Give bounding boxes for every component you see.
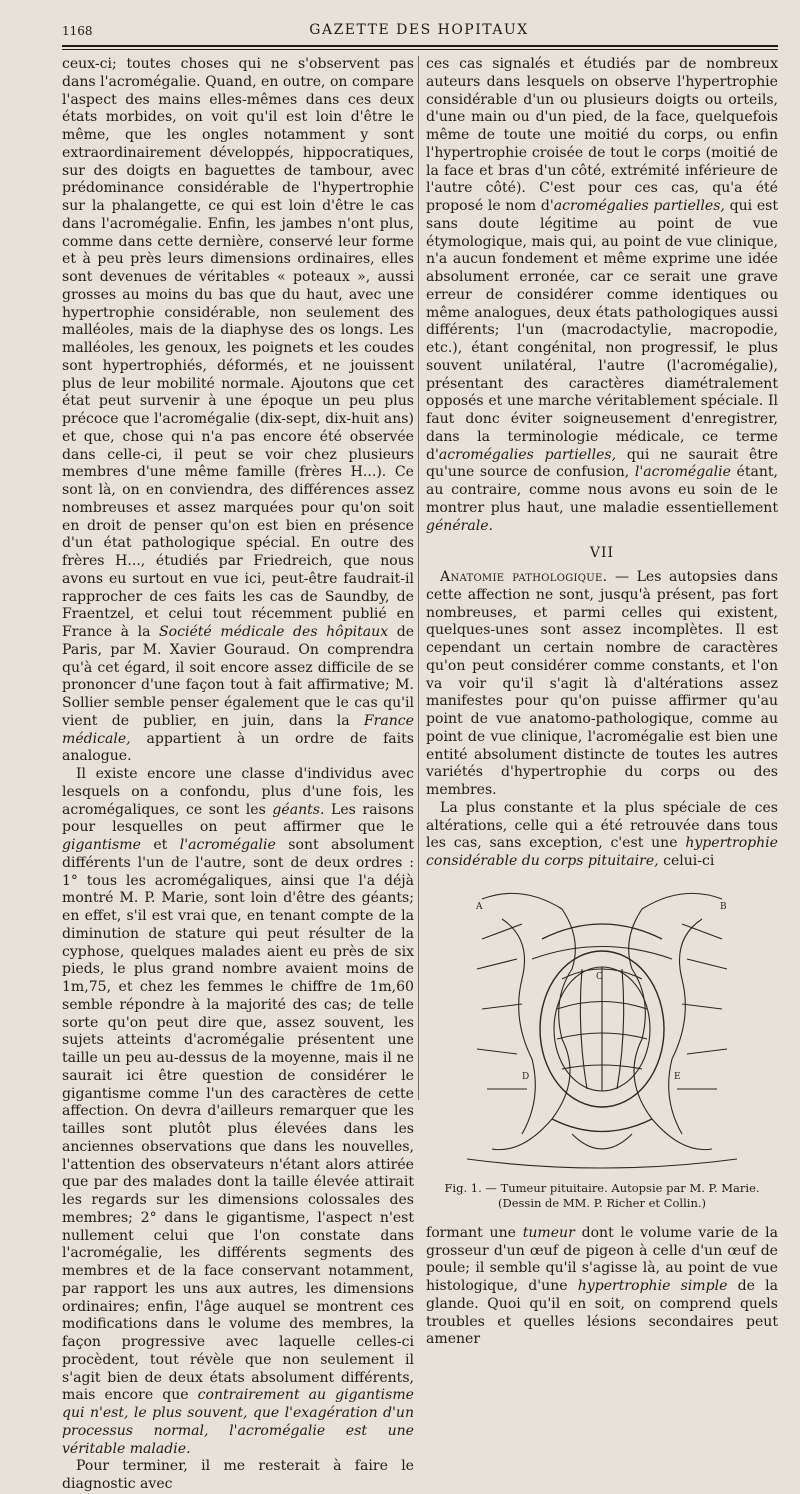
text-run: Pour terminer, il me resterait à faire le diagnostic avec	[62, 1458, 414, 1492]
paragraph	[426, 56, 778, 535]
text-run: ceux-ci; toutes choses qui ne s'observent pas dans l'acromégalie. Quand, en outre, on compare l'aspect des mains elles-mêmes dans ces deux états morbides, on voit qu'il est loin d'être le même, que les ongles notamment y sont extraordinairement développés, hippocratiques, sur des doigts en baguettes de tambour, avec prédominance considérable de l'hypertrophie sur la phalangette, ce qui est loin d'être le cas dans l'acromégalie. Enfin, les jambes n'ont plus, comme dans cette dernière, conservé leur forme et à peu près leurs dimensions ordinaires, elles sont devenues de véritables « poteaux », aussi grosses au moins du bas que du haut, avec une hypertrophie considérable, non seulement des malléoles, mais de la diaphyse des os longs. Les malléoles, les genoux, les poignets et les coudes sont hypertrophiés, déformés, et ne jouissent plus de leur mobilité normale. Ajoutons que cet état peut survenir à une époque un peu plus précoce que l'acromégalie (dix-sept, dix-huit ans) et que, chose qui n'a pas encore été observée dans celle-ci, il peut se voir chez plusieurs membres d'une même famille (frères H...). Ce sont là, on en conviendra, des différences assez nombreuses et assez marquées pour qu'on soit en droit de penser qu'on est bien en présence d'un état pathologique spécial. En outre des frères H..., étudiés par Friedreich, que nous avons eu surtout en vue ici, peut-être faudrait-il rapprocher de ces faits les cas de Saundby, de Fraentzel, et celui tout récemment publié en France à la	[62, 56, 414, 640]
text-run: et	[140, 837, 180, 853]
text-run: de la glande. Quoi qu'il en soit, on comprend quels troubles et quelles lésions secondaires peut amener	[426, 1278, 778, 1348]
caption-line: (Dessin de MM. P. Richer et Collin.)	[498, 1195, 706, 1210]
text-run: appartient à un ordre de faits analogue.	[62, 730, 414, 765]
italic-text: l'acromégalie	[179, 837, 276, 853]
text-run: de Paris, par M. Xavier Gouraud. On comprendra qu'à cet égard, il soit encore assez difficile de se prononcer d'une façon tout à fait affirmative; M. Sollier semble penser également que le cas qu'il vient de publier, en juin, dans la	[62, 624, 415, 729]
italic-text: contrairement au gigantisme qui n'est, le plus souvent, que l'exagération d'un processus normal, l'acromégalie est une véritable maladie.	[62, 1387, 414, 1457]
text-run: qui ne saurait être qu'une source de confusion,	[426, 446, 779, 481]
caption-line: Fig. 1. — Tumeur pituitaire. Autopsie par M. P. Marie.	[444, 1180, 760, 1195]
page-number: 1168	[62, 24, 93, 38]
paragraph	[426, 800, 778, 871]
italic-text: France médicale,	[62, 712, 414, 747]
svg-text:C: C	[596, 971, 603, 982]
italic-text: hypertrophie considérable du corps pituitaire,	[426, 835, 778, 869]
paragraph	[62, 766, 414, 1458]
header-rule-thin	[62, 49, 778, 50]
italic-text: générale.	[426, 517, 494, 534]
figure-caption	[426, 1181, 778, 1211]
text-run: Il existe encore une classe d'individus avec lesquels on a confondu, plus d'une fois, les acromégaliques, ce sont les	[62, 766, 414, 818]
paragraph	[62, 1458, 414, 1494]
figure-pituitary-tumor	[426, 879, 778, 1179]
text-run: dont le volume varie de la grosseur d'un œuf de pigeon à celle d'un œuf de poule; il semble qu'il s'agisse là, au point de vue histologique, d'une	[426, 1224, 778, 1294]
italic-text: acromégalies partielles,	[553, 198, 725, 214]
italic-text: tumeur	[522, 1224, 575, 1241]
italic-text: hypertrophie simple	[577, 1278, 728, 1294]
page-header	[62, 20, 776, 44]
text-run: étant, au contraire, comme nous avons eu soin de le montrer plus haut, une maladie essentiellement	[426, 464, 778, 516]
pituitary-tumor-illustration	[462, 879, 742, 1177]
paragraph	[426, 1225, 778, 1349]
text-run: celui-ci	[658, 853, 715, 869]
section-heading: VII	[589, 545, 615, 562]
svg-text:A: A	[476, 901, 483, 912]
svg-text:D: D	[522, 1071, 530, 1082]
italic-text: gigantisme	[62, 837, 141, 853]
paragraph	[426, 569, 778, 800]
text-run: — Les autopsies dans cette affection ne sont, jusqu'à présent, pas fort nombreuses, et parmi celles qui existent, quelques-unes sont assez incomplètes. Il est cependant un certain nombre de caractères qu'on peut considérer comme constants, et l'on va voir qu'il s'agit là d'altérations assez manifestes pour qu'on puisse affirmer qu'au point de vue anatomo-pathologique, comme au point de vue clinique, l'acromégalie est bien une entité absolument distincte de toutes les autres variétés d'hypertrophie du corps ou des membres.	[426, 569, 779, 798]
text-run: sont absolument différents l'un de l'autre, sont de deux ordres : 1° tous les acromégaliques, ainsi que l'a déjà montré M. P. Marie, sont loin d'être des géants; en effet, s'il est vrai que, en tenant compte de la diminution de stature qui peut résulter de la cyphose, quelques malades aient eu près de six pieds, le plus grand nombre avaient moins de 1m,75, et chez les femmes le chiffre de 1m,60 semble répondre à la majorité des cas; de telle sorte qu'on peut dire que, assez souvent, les sujets atteints d'acromégalie présentent une taille un peu au-dessus de la moyenne, mais il ne saurait ici être question de considérer le gigantisme comme l'un des caractères de cette affection. On devra d'ailleurs remarquer que les tailles sont plutôt plus élevées dans les anciennes observations que dans les nouvelles, l'attention des observateurs n'étant alors attirée que par des malades dont la taille élevée attirait les regards sur les dimensions colossales des membres; 2° dans le gigantisme, l'aspect n'est nullement celui que l'on constate dans l'acromégalie, les différents segments des membres et de la face conservant notamment, par rapport les uns aux autres, les dimensions ordinaires; enfin, l'âge auquel se montrent ces modifications dans le volume des membres, la façon progressive avec laquelle celles-ci procèdent, tout révèle que non seulement il s'agit bien de deux états absolument différents, mais encore que	[62, 837, 415, 1404]
running-title: GAZETTE DES HOPITAUX	[309, 22, 529, 38]
text-run: La plus constante et la plus spéciale de ces altérations, celle qui a été retrouvée dans tous les cas, sans exception, c'est une	[426, 799, 778, 852]
italic-text: géants.	[272, 801, 325, 818]
italic-text: Société médicale des hôpitaux	[159, 624, 389, 640]
paragraph	[62, 56, 414, 766]
left-column	[62, 56, 414, 1494]
italic-text: l'acromégalie	[634, 464, 731, 481]
text-run: Les raisons pour lesquelles on peut affirmer que le	[62, 801, 414, 836]
small-caps-heading: Anatomie pathologique.	[440, 569, 608, 585]
text-run: qui est sans doute légitime au point de vue étymologique, mais qui, au point de vue clinique, n'a aucun fondement et même exprime une idée absolument erronée, car ce serait une grave erreur de considérer comme identiques ou même analogues, deux états pathologiques aussi différents; l'un (macrodactylie, macropodie, etc.), étant congénital, non progressif, le plus souvent unilatéral, l'autre (l'acromégalie), présentant des caractères diamétralement opposés et une marche véritablement spéciale. Il faut donc éviter soigneusement d'enregistrer, dans la terminologie médicale, ce terme d'	[426, 198, 779, 463]
italic-text: acromégalies partielles,	[438, 446, 617, 463]
right-column	[426, 56, 778, 1349]
column-divider	[418, 56, 419, 1100]
text-run: formant une	[426, 1224, 523, 1241]
svg-text:B: B	[720, 901, 727, 912]
svg-text:E: E	[674, 1071, 681, 1082]
text-run: ces cas signalés et étudiés par de nombreux auteurs dans lesquels on observe l'hypertrophie considérable d'un ou plusieurs doigts ou orteils, d'une main ou d'un pied, de la face, quelquefois même de toute une moitié du corps, ou enfin l'hypertrophie croisée de tout le corps (moitié de la face et bras d'un côté, extrémité inférieure de l'autre côté). C'est pour ces cas, qu'a été proposé le nom d'	[426, 56, 778, 214]
header-rule	[62, 45, 778, 47]
